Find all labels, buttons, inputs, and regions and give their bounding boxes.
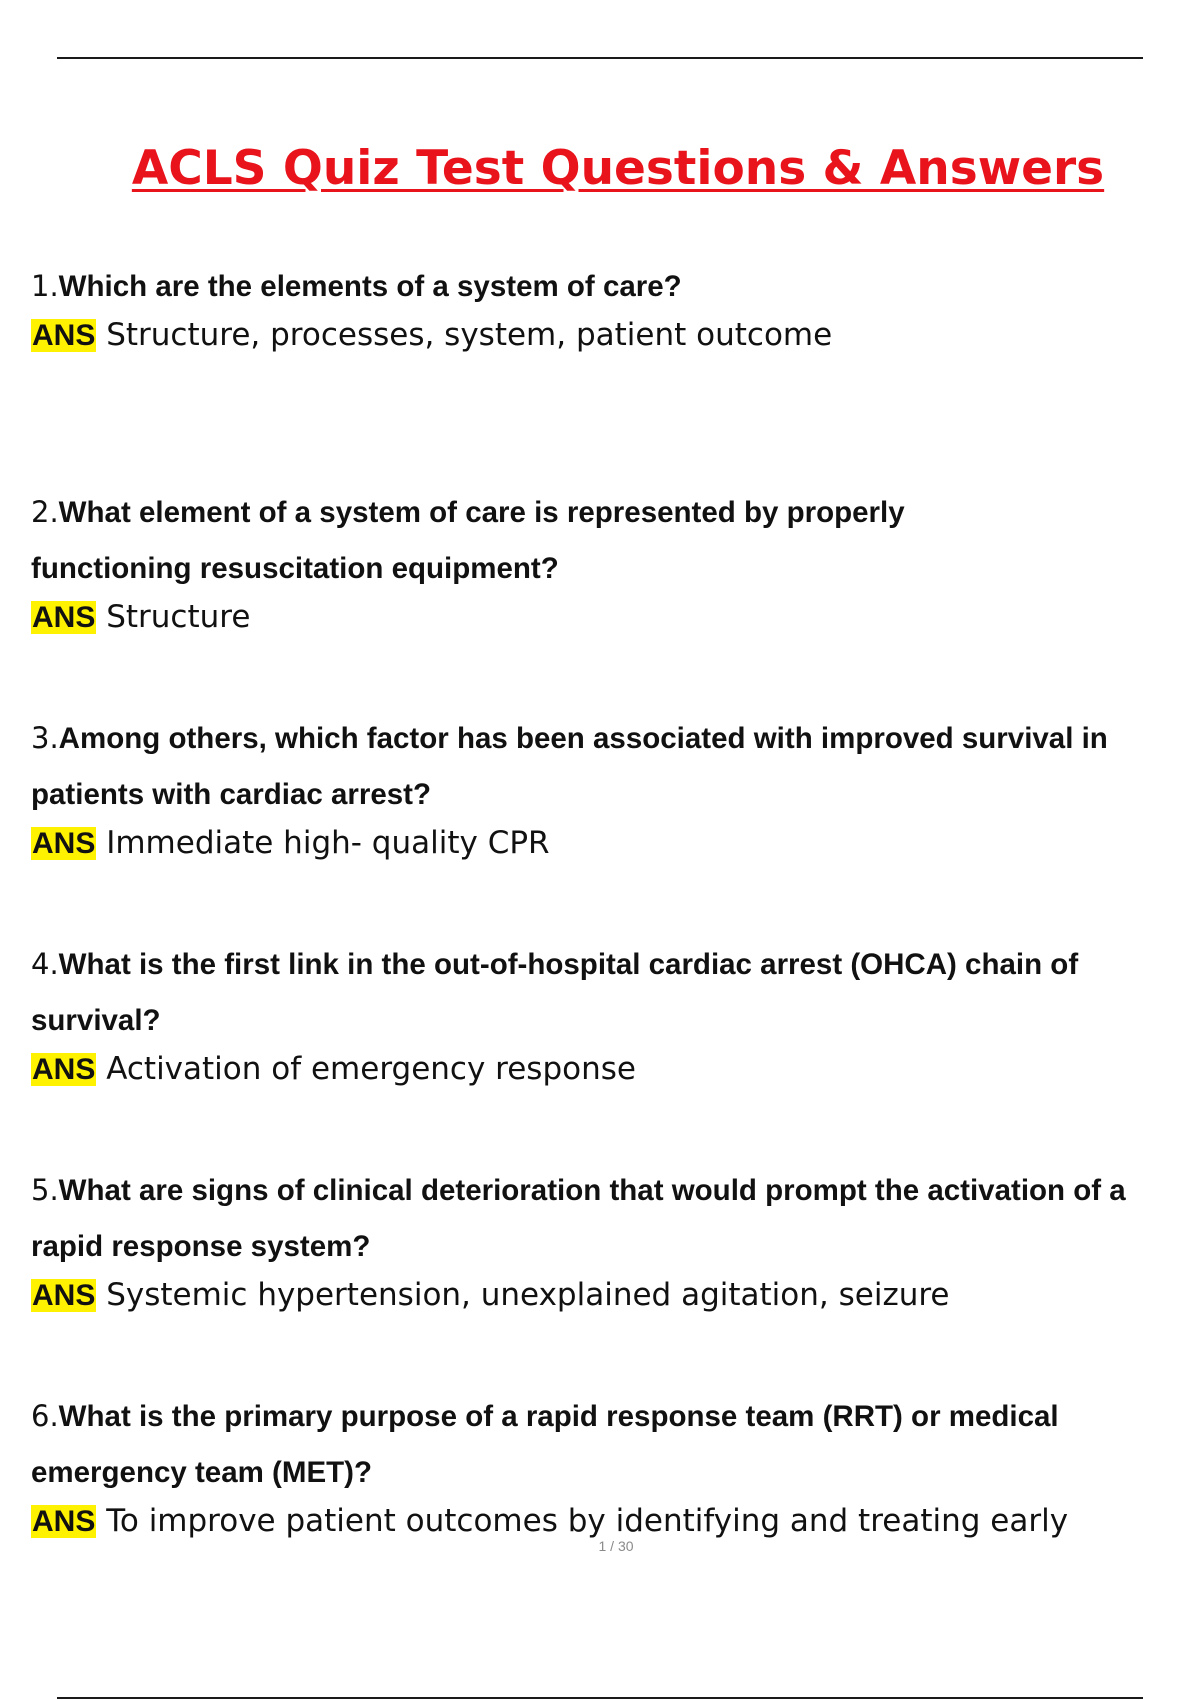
- answer-line: [31, 1275, 1200, 1316]
- top-rule: [57, 57, 1143, 59]
- answer-text: Structure: [106, 599, 251, 635]
- answer-tag: ANS: [32, 1053, 96, 1086]
- question-text: 5.What are signs of clinical deterioration that would prompt the activation of a rapid response system?: [31, 1173, 1126, 1263]
- answer-tag: ANS: [32, 827, 96, 860]
- answer-tag: ANS: [32, 319, 96, 352]
- question-text: 3.Among others, which factor has been associated with improved survival in patients with cardiac arrest?: [31, 721, 1108, 811]
- question-number: 3.: [31, 721, 59, 755]
- question-number: 2.: [31, 495, 59, 529]
- qa-item-1: [31, 258, 1200, 484]
- answer-text: Activation of emergency response: [106, 1051, 636, 1087]
- answer-text: Systemic hypertension, unexplained agitation, seizure: [106, 1277, 950, 1313]
- answer-line: [31, 315, 1200, 356]
- answer-text: To improve patient outcomes by identifying and treating early: [106, 1503, 1069, 1539]
- answer-line: [31, 823, 1200, 864]
- answer-tag: ANS: [32, 1505, 96, 1538]
- question-number: 6.: [31, 1399, 59, 1433]
- page-indicator: 1 / 30: [598, 1538, 634, 1554]
- bottom-rule: [57, 1697, 1143, 1699]
- answer-text: Immediate high- quality CPR: [106, 825, 550, 861]
- question-text: 2.What element of a system of care is represented by properly functioning resuscitation equipment?: [31, 495, 905, 585]
- answer-tag: ANS: [32, 1279, 96, 1312]
- question-number: 1.: [31, 269, 59, 303]
- question-list: [31, 258, 1200, 1568]
- question-text: 4.What is the first link in the out-of-hospital cardiac arrest (OHCA) chain of survival?: [31, 947, 1079, 1037]
- answer-line: [31, 597, 1200, 638]
- question-number: 5.: [31, 1173, 59, 1207]
- qa-item-2: [31, 484, 1200, 710]
- qa-item-3: [31, 710, 1200, 936]
- answer-tag: ANS: [32, 601, 96, 634]
- question-text: 1.Which are the elements of a system of care?: [31, 269, 682, 303]
- document-title: ACLS Quiz Test Questions & Answers: [131, 141, 1105, 197]
- question-number: 4.: [31, 947, 59, 981]
- qa-item-5: [31, 1162, 1200, 1388]
- answer-text: Structure, processes, system, patient outcome: [106, 317, 833, 353]
- answer-line: [31, 1501, 1200, 1542]
- answer-line: [31, 1049, 1200, 1090]
- qa-item-4: [31, 936, 1200, 1162]
- question-text: 6.What is the primary purpose of a rapid response team (RRT) or medical emergency team (MET)?: [31, 1399, 1059, 1489]
